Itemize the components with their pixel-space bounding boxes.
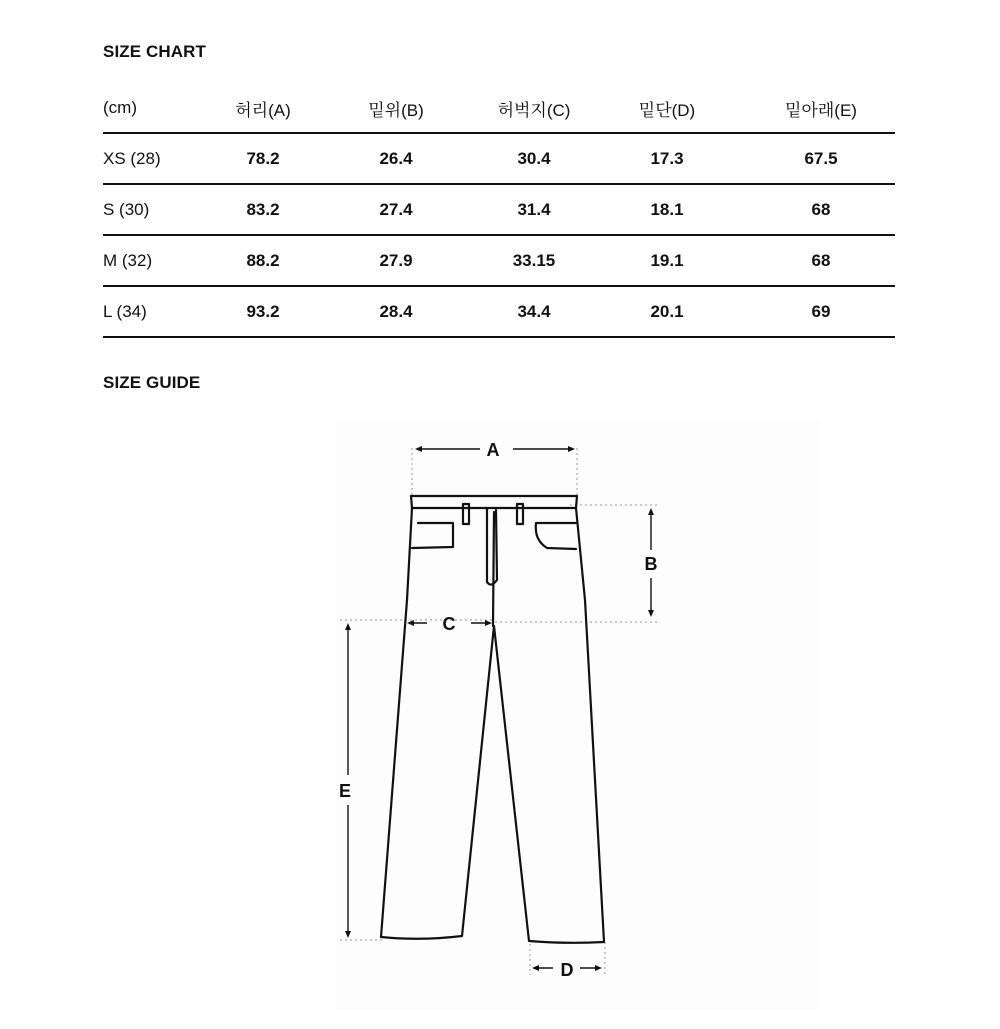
rise-value: 28.4	[379, 301, 413, 321]
column-header-inseam: 밑아래(E)	[785, 100, 857, 120]
column-header-hem: 밑단(D)	[638, 100, 696, 120]
thigh-value: 33.15	[512, 250, 556, 270]
thigh-value: 34.4	[517, 301, 551, 321]
measure-label-b: B	[644, 554, 658, 574]
column-header-rise: 밑위(B)	[368, 100, 424, 120]
column-header-waist: 허리(A)	[235, 100, 291, 120]
inseam-value: 68	[811, 199, 831, 219]
inseam-value: 68	[811, 250, 831, 270]
table-row	[103, 184, 895, 235]
hem-value: 17.3	[650, 148, 684, 168]
size-label: S (30)	[103, 199, 150, 219]
hem-value: 19.1	[650, 250, 684, 270]
measure-label-e: E	[338, 781, 352, 801]
hem-value: 18.1	[650, 199, 684, 219]
size-label: M (32)	[103, 250, 153, 270]
size-label: L (34)	[103, 301, 147, 321]
waist-value: 88.2	[246, 250, 280, 270]
column-header-thigh: 허벅지(C)	[497, 100, 571, 120]
diagram-background	[335, 420, 820, 1010]
waist-value: 93.2	[246, 301, 280, 321]
table-row	[103, 133, 895, 184]
rise-value: 27.9	[379, 250, 413, 270]
pants-measurement-diagram	[335, 420, 820, 1010]
column-header-unit: (cm)	[103, 98, 137, 117]
table-row	[103, 286, 895, 337]
table-row	[103, 235, 895, 286]
size-chart-title: SIZE CHART	[103, 42, 206, 61]
rise-value: 26.4	[379, 148, 413, 168]
measure-label-a: A	[486, 440, 500, 460]
inseam-value: 69	[811, 301, 831, 321]
size-guide-title: SIZE GUIDE	[103, 373, 201, 392]
size-chart-table	[103, 84, 895, 338]
rise-value: 27.4	[379, 199, 413, 219]
thigh-value: 30.4	[517, 148, 551, 168]
waist-value: 83.2	[246, 199, 280, 219]
measure-label-c: C	[442, 614, 456, 634]
inseam-value: 67.5	[804, 148, 838, 168]
size-label: XS (28)	[103, 148, 161, 168]
table-header-row	[103, 84, 895, 133]
hem-value: 20.1	[650, 301, 684, 321]
thigh-value: 31.4	[517, 199, 551, 219]
waist-value: 78.2	[246, 148, 280, 168]
measure-label-d: D	[560, 960, 574, 980]
